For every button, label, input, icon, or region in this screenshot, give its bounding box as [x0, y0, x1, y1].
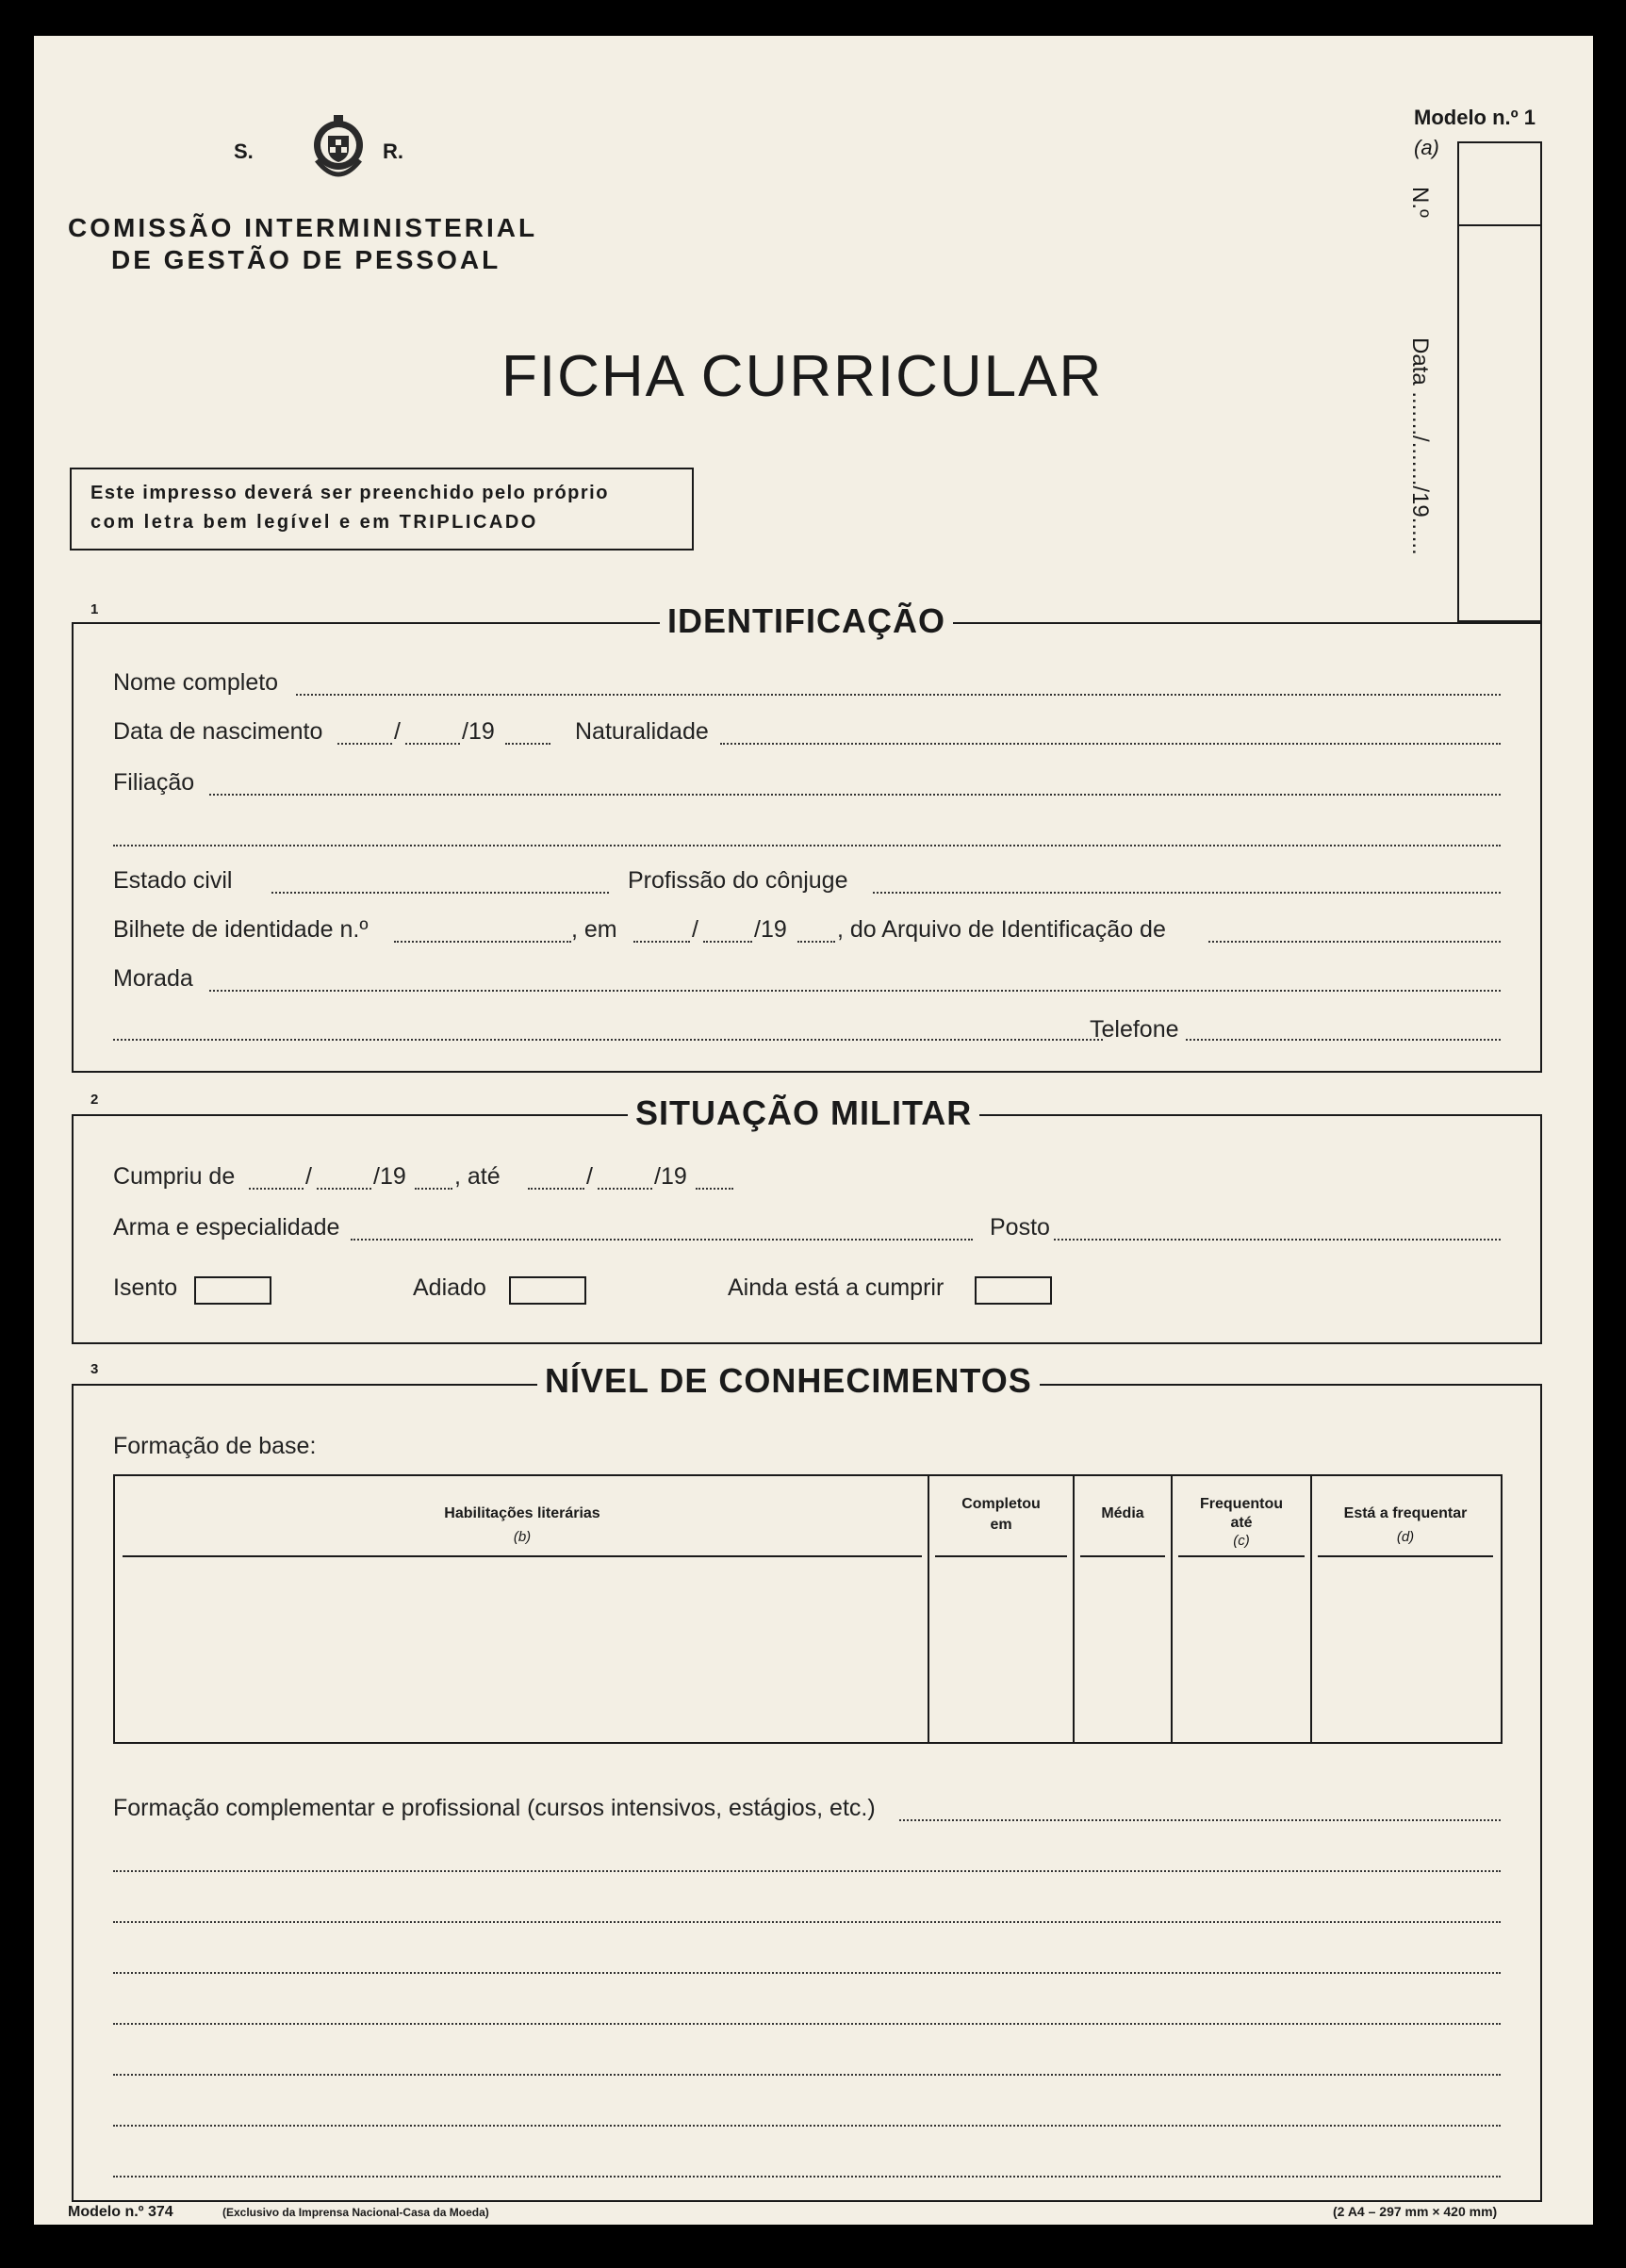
label-ate: , até [454, 1163, 501, 1190]
field-ate-ano[interactable] [696, 1188, 733, 1190]
ate-slash2: /19 [654, 1163, 687, 1190]
footer-exclusivo: (Exclusivo da Imprensa Nacional-Casa da Moeda) [222, 2206, 489, 2219]
note-a: (a) [1414, 136, 1439, 159]
field-formacao-complementar-7[interactable] [113, 2125, 1501, 2127]
field-telefone[interactable] [1186, 1039, 1501, 1041]
field-nascimento-ano[interactable] [505, 743, 550, 745]
form-sheet [34, 36, 1593, 2225]
label-arma: Arma e especialidade [113, 1214, 340, 1241]
field-ate-dia[interactable] [528, 1188, 584, 1190]
label-arquivo: , do Arquivo de Identificação de [837, 916, 1166, 943]
section3-number: 3 [90, 1361, 99, 1377]
table-header-rule-1 [123, 1555, 922, 1557]
crest-emblem [311, 111, 366, 187]
col-frequentou-l1: Frequentou [1200, 1496, 1283, 1512]
registration-box[interactable] [1457, 141, 1542, 622]
field-cumpriu-mes[interactable] [317, 1188, 371, 1190]
label-posto: Posto [990, 1214, 1050, 1241]
field-filiacao-1[interactable] [209, 794, 1501, 796]
bilhete-slash2: /19 [754, 916, 787, 943]
footer-modelo: Modelo n.º 374 [68, 2204, 173, 2220]
field-bilhete-dia[interactable] [633, 941, 690, 943]
field-posto[interactable] [1054, 1239, 1501, 1241]
section1-frame [72, 622, 1542, 1073]
label-data-nascimento: Data de nascimento [113, 718, 323, 745]
side-number-label: N.º [1407, 187, 1433, 218]
label-filiacao: Filiação [113, 769, 195, 796]
label-bilhete: Bilhete de identidade n.º [113, 916, 369, 943]
field-filiacao-2[interactable] [113, 845, 1501, 846]
col-habilitacoes: Habilitações literárias [444, 1505, 600, 1521]
section2-title: SITUAÇÃO MILITAR [628, 1093, 979, 1133]
field-bilhete-mes[interactable] [703, 941, 752, 943]
field-estado-civil[interactable] [271, 892, 609, 894]
field-formacao-complementar-2[interactable] [113, 1870, 1501, 1872]
instruction-box [70, 468, 694, 551]
label-em: , em [571, 916, 617, 943]
org-name-line1: COMISSÃO INTERMINISTERIAL [68, 213, 538, 242]
cumpriu-slash1: / [305, 1163, 312, 1190]
field-nascimento-mes[interactable] [405, 743, 460, 745]
field-formacao-complementar-8[interactable] [113, 2176, 1501, 2178]
page-title: FICHA CURRICULAR [501, 344, 1104, 409]
label-adiado: Adiado [413, 1274, 486, 1301]
cumpriu-slash2: /19 [373, 1163, 406, 1190]
table-header-rule-5 [1318, 1555, 1493, 1557]
col-habilitacoes-note: (b) [513, 1529, 532, 1545]
footer-size: (2 A4 – 297 mm × 420 mm) [1333, 2204, 1498, 2219]
col-frequentou-l2: até [1230, 1515, 1253, 1531]
crest-right-letter: R. [383, 140, 403, 163]
label-profissao-conjuge: Profissão do cônjuge [628, 867, 848, 894]
field-cumpriu-dia[interactable] [249, 1188, 304, 1190]
instruction-line1: Este impresso deverá ser preenchido pelo próprio [90, 483, 609, 503]
registration-box-divider [1459, 224, 1540, 226]
field-formacao-complementar-3[interactable] [113, 1921, 1501, 1923]
label-nome-completo: Nome completo [113, 669, 279, 696]
checkbox-isento[interactable] [194, 1276, 271, 1305]
field-arquivo[interactable] [1208, 941, 1501, 943]
field-nascimento-dia[interactable] [337, 743, 392, 745]
field-nome-completo[interactable] [296, 694, 1501, 696]
field-formacao-complementar-4[interactable] [113, 1972, 1501, 1974]
col-completou-l2: em [990, 1517, 1012, 1533]
col-esta-frequentar: Está a frequentar [1343, 1505, 1468, 1521]
label-estado-civil: Estado civil [113, 867, 233, 894]
checkbox-adiado[interactable] [509, 1276, 586, 1305]
instruction-line2: com letra bem legível e em TRIPLICADO [90, 512, 538, 533]
label-naturalidade: Naturalidade [575, 718, 709, 745]
crest-left-letter: S. [234, 140, 254, 163]
col-frequentou-note: (c) [1233, 1533, 1250, 1549]
ate-slash1: / [586, 1163, 593, 1190]
field-naturalidade[interactable] [720, 743, 1501, 745]
field-arma[interactable] [351, 1239, 973, 1241]
nascimento-slash2: /19 [462, 718, 495, 745]
section3-title: NÍVEL DE CONHECIMENTOS [537, 1361, 1040, 1401]
col-esta-frequentar-note: (d) [1396, 1529, 1415, 1545]
label-isento: Isento [113, 1274, 178, 1301]
field-bilhete-ano[interactable] [797, 941, 835, 943]
field-formacao-complementar-1[interactable] [899, 1819, 1501, 1821]
table-header-rule-4 [1178, 1555, 1305, 1557]
col-media: Média [1101, 1505, 1144, 1521]
section1-title: IDENTIFICAÇÃO [660, 601, 953, 641]
section2-number: 2 [90, 1092, 99, 1108]
table-header-rule-3 [1080, 1555, 1165, 1557]
field-morada-2[interactable] [113, 1039, 1103, 1041]
bilhete-slash1: / [692, 916, 698, 943]
modelo-label: Modelo n.º 1 [1414, 106, 1536, 129]
label-telefone: Telefone [1090, 1016, 1179, 1043]
table-header-rule-2 [935, 1555, 1067, 1557]
field-bilhete-numero[interactable] [394, 941, 571, 943]
side-date-label: Data ......./......./19...... [1407, 337, 1433, 555]
org-name-line2: DE GESTÃO DE PESSOAL [111, 245, 501, 274]
label-formacao-base: Formação de base: [113, 1433, 317, 1459]
field-formacao-complementar-5[interactable] [113, 2023, 1501, 2025]
label-cumpriu-de: Cumpriu de [113, 1163, 236, 1190]
nascimento-slash1: / [394, 718, 401, 745]
section1-number: 1 [90, 601, 99, 617]
field-cumpriu-ano[interactable] [415, 1188, 452, 1190]
field-morada-1[interactable] [209, 990, 1501, 992]
label-formacao-complementar: Formação complementar e profissional (cursos intensivos, estágios, etc.) [113, 1795, 876, 1821]
field-profissao-conjuge[interactable] [873, 892, 1501, 894]
label-ainda-cumprir: Ainda está a cumprir [728, 1274, 944, 1301]
field-formacao-complementar-6[interactable] [113, 2074, 1501, 2076]
checkbox-ainda-cumprir[interactable] [975, 1276, 1052, 1305]
col-completou-l1: Completou [961, 1496, 1041, 1512]
label-morada: Morada [113, 965, 193, 992]
field-ate-mes[interactable] [598, 1188, 652, 1190]
